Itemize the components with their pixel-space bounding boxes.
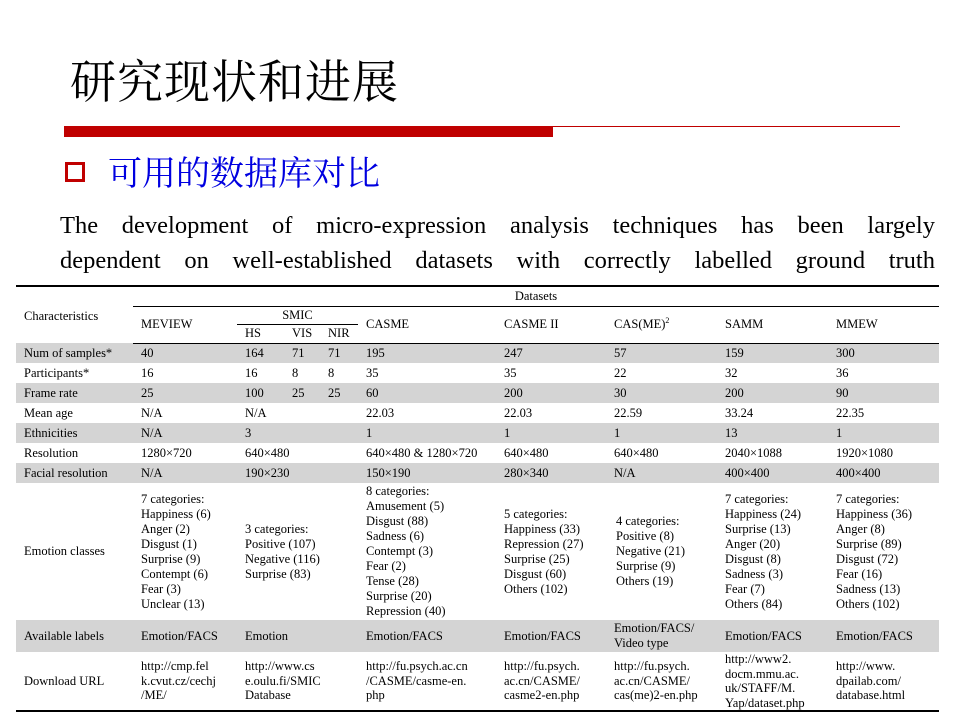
cell-line: http://www.	[836, 659, 896, 674]
cell: 35	[358, 363, 496, 383]
url-casme-sq	[606, 652, 717, 711]
cell-line: Database	[245, 688, 291, 703]
cell-line: Surprise (13)	[725, 521, 791, 536]
cell: 22	[606, 363, 717, 383]
cell-line: Sadness (6)	[366, 529, 424, 543]
category-count: 7 categories:	[836, 491, 900, 506]
col-header-hs: HS	[237, 324, 284, 343]
cell-line: Fear (7)	[725, 581, 765, 596]
cell-line: Disgust (72)	[836, 551, 899, 566]
cell: 640×480	[237, 443, 358, 463]
cell-line: k.cvut.cz/cechj	[141, 673, 216, 688]
paragraph-line: The development of micro-expression analysis techniques has been largely	[60, 212, 935, 239]
cell: 640×480 & 1280×720	[358, 443, 496, 463]
cell-line: Disgust (1)	[141, 536, 197, 551]
cell: 25	[284, 383, 320, 403]
title-underline-thin	[553, 126, 900, 127]
cell: N/A	[133, 423, 237, 443]
cell-line: Contempt (6)	[141, 566, 209, 581]
cell: 1920×1080	[828, 443, 939, 463]
table-row-urls	[16, 652, 939, 711]
cell: 22.35	[828, 403, 939, 423]
table-row	[16, 403, 939, 423]
cell-line: Surprise (25)	[504, 551, 570, 566]
category-count: 8 categories:	[366, 484, 430, 498]
cell-line: Tense (28)	[366, 574, 419, 588]
cell-line: Others (19)	[616, 574, 674, 588]
cell: 195	[358, 343, 496, 363]
cell: 25	[133, 383, 237, 403]
cell-line: php	[366, 688, 385, 703]
cell: N/A	[606, 463, 717, 483]
cell-line: http://www2.	[725, 652, 792, 666]
col-header-meview: MEVIEW	[133, 306, 237, 343]
url-casme2	[496, 652, 606, 711]
emotion-casme2	[496, 483, 606, 620]
cell-line: Unclear (13)	[141, 596, 205, 611]
cell-line: http://fu.psych.ac.cn	[366, 659, 468, 674]
emotion-casme	[358, 483, 496, 620]
col-header-samm: SAMM	[717, 306, 828, 343]
cell-line: Sadness (13)	[836, 581, 901, 596]
cell: 1	[496, 423, 606, 443]
cell: 16	[237, 363, 284, 383]
table-row	[16, 383, 939, 403]
cell: 30	[606, 383, 717, 403]
title-underline-thick	[64, 126, 553, 137]
cell: 22.03	[496, 403, 606, 423]
cell-line: Anger (2)	[141, 521, 190, 536]
col-header-casme2: CASME II	[496, 306, 606, 343]
cell-line: Others (102)	[836, 596, 900, 611]
cell: Emotion/FACS	[496, 620, 606, 652]
cell: 150×190	[358, 463, 496, 483]
cell: N/A	[133, 463, 237, 483]
emotion-meview	[133, 483, 237, 620]
cell-line: cas(me)2-en.php	[614, 688, 698, 703]
cell-line: Fear (3)	[141, 581, 181, 596]
cell-line: Negative (21)	[616, 544, 686, 558]
cell-line: http://cmp.fel	[141, 659, 209, 674]
table-row	[16, 463, 939, 483]
cell-line: Disgust (88)	[366, 514, 429, 528]
cell-line: Repression (27)	[504, 536, 584, 551]
cell: 3	[237, 423, 358, 443]
cell-line: Happiness (24)	[725, 506, 802, 521]
row-label: Mean age	[16, 403, 133, 423]
category-count: 7 categories:	[725, 491, 789, 506]
cell: 159	[717, 343, 828, 363]
emotion-casme-sq	[606, 483, 717, 620]
cell: 247	[496, 343, 606, 363]
cell: 200	[496, 383, 606, 403]
cell-line: Negative (116)	[245, 551, 320, 566]
cell: 25	[320, 383, 358, 403]
category-count: 4 categories:	[616, 514, 680, 528]
col-header-smic: SMIC	[237, 306, 358, 324]
cell-line: /CASME/casme-en.	[366, 673, 467, 688]
cell-line: Sadness (3)	[725, 566, 783, 581]
cell: Emotion/FACS	[358, 620, 496, 652]
cell: 57	[606, 343, 717, 363]
cell-line: casme2-en.php	[504, 688, 580, 703]
cell: Emotion/FACS	[828, 620, 939, 652]
cell: 280×340	[496, 463, 606, 483]
cell-line: Surprise (9)	[141, 551, 201, 566]
cell-line: Contempt (3)	[366, 544, 434, 558]
cell: Emotion/FACS	[133, 620, 237, 652]
cell: 13	[717, 423, 828, 443]
cell-line: e.oulu.fi/SMIC	[245, 673, 321, 688]
cell: 164	[237, 343, 284, 363]
table-row	[16, 423, 939, 443]
cell: 400×400	[717, 463, 828, 483]
col-header-casme: CASME	[358, 306, 496, 343]
cell-line: Anger (8)	[836, 521, 885, 536]
slide-title: 研究现状和进展	[70, 55, 399, 109]
row-label: Facial resolution	[16, 463, 133, 483]
col-header-mmew: MMEW	[828, 306, 939, 343]
cell-line: ac.cn/CASME/	[614, 673, 691, 688]
cell: N/A	[237, 403, 358, 423]
cell: Emotion/FACS	[717, 620, 828, 652]
row-label: Num of samples*	[16, 343, 133, 363]
cell-line: Surprise (83)	[245, 566, 311, 581]
row-label: Resolution	[16, 443, 133, 463]
cell: 22.59	[606, 403, 717, 423]
col-header-casme-sq: CAS(ME)$^2$	[606, 306, 717, 343]
cell: 640×480	[606, 443, 717, 463]
cell-line: Others (102)	[504, 581, 568, 596]
cell-line: Positive (107)	[245, 536, 316, 551]
row-label: Download URL	[16, 652, 133, 711]
cell: 90	[828, 383, 939, 403]
cell-line: /ME/	[141, 688, 167, 703]
cell-line: Happiness (6)	[141, 506, 211, 521]
cell-line: Surprise (89)	[836, 536, 902, 551]
category-count: 5 categories:	[504, 506, 568, 521]
table-row	[16, 363, 939, 383]
cell-line: http://www.cs	[245, 659, 315, 674]
cell: 71	[320, 343, 358, 363]
cell-line: Anger (20)	[725, 536, 781, 551]
url-mmew	[828, 652, 939, 711]
cell: 8	[284, 363, 320, 383]
cell-line: Disgust (60)	[504, 566, 567, 581]
cell: 36	[828, 363, 939, 383]
cell-line: docm.mmu.ac.	[725, 666, 799, 681]
cell-line: Fear (2)	[366, 559, 406, 573]
cell: 35	[496, 363, 606, 383]
table-row-emotion	[16, 483, 939, 620]
row-label: Ethnicities	[16, 423, 133, 443]
paragraph-line: dependent on well-established datasets with correctly labelled ground truth	[60, 247, 935, 274]
cell-line: Fear (16)	[836, 566, 883, 581]
cell: 200	[717, 383, 828, 403]
cell-line: Positive (8)	[616, 529, 674, 543]
row-label: Frame rate	[16, 383, 133, 403]
cell-line: Amusement (5)	[366, 499, 445, 513]
emotion-mmew	[828, 483, 939, 620]
cell: 1	[358, 423, 496, 443]
cell-line: http://fu.psych.	[504, 659, 580, 674]
cell-line: Others (84)	[725, 596, 783, 611]
emotion-smic	[237, 483, 358, 620]
category-count: 7 categories:	[141, 491, 205, 506]
cell: 40	[133, 343, 237, 363]
cell: 60	[358, 383, 496, 403]
datasets-header: Datasets	[133, 286, 939, 306]
cell: 2040×1088	[717, 443, 828, 463]
url-casme	[358, 652, 496, 711]
table-row	[16, 620, 939, 652]
cell-line: uk/STAFF/M.	[725, 681, 796, 695]
col-header-nir: NIR	[320, 324, 358, 343]
cell: 400×400	[828, 463, 939, 483]
url-smic	[237, 652, 358, 711]
url-samm	[717, 652, 828, 711]
row-label: Emotion classes	[16, 483, 133, 620]
slide-subtitle: 可用的数据库对比	[108, 154, 380, 194]
cell-line: Happiness (36)	[836, 506, 913, 521]
cell: 71	[284, 343, 320, 363]
url-meview	[133, 652, 237, 711]
bullet-square-icon	[65, 162, 85, 182]
cell: 300	[828, 343, 939, 363]
cell: 1280×720	[133, 443, 237, 463]
col-header-vis: VIS	[284, 324, 320, 343]
category-count: 3 categories:	[245, 521, 309, 536]
cell-line: database.html	[836, 688, 906, 703]
cell: Emotion	[237, 620, 358, 652]
table-row	[16, 443, 939, 463]
cell: 32	[717, 363, 828, 383]
dataset-comparison-table	[16, 285, 939, 712]
cell-line: Surprise (20)	[366, 589, 432, 603]
cell: 33.24	[717, 403, 828, 423]
cell: 640×480	[496, 443, 606, 463]
cell: N/A	[133, 403, 237, 423]
cell: 190×230	[237, 463, 358, 483]
characteristics-header: Characteristics	[16, 286, 133, 343]
cell-line: Surprise (9)	[616, 559, 676, 573]
cell-line: Disgust (8)	[725, 551, 781, 566]
cell: 100	[237, 383, 284, 403]
cell-line: http://fu.psych.	[614, 659, 690, 674]
cell-line: Yap/dataset.php	[725, 695, 805, 710]
row-label: Participants*	[16, 363, 133, 383]
cell: Emotion/FACS/ Video type	[606, 620, 717, 652]
table-row	[16, 343, 939, 363]
row-label: Available labels	[16, 620, 133, 652]
intro-paragraph	[60, 208, 935, 278]
cell: 16	[133, 363, 237, 383]
cell-line: Happiness (33)	[504, 521, 581, 536]
cell-line: ac.cn/CASME/	[504, 673, 581, 688]
emotion-samm	[717, 483, 828, 620]
cell: 1	[606, 423, 717, 443]
cell: 8	[320, 363, 358, 383]
cell: 22.03	[358, 403, 496, 423]
cell-line: Repression (40)	[366, 604, 446, 618]
cell-line: dpailab.com/	[836, 673, 901, 688]
cell: 1	[828, 423, 939, 443]
